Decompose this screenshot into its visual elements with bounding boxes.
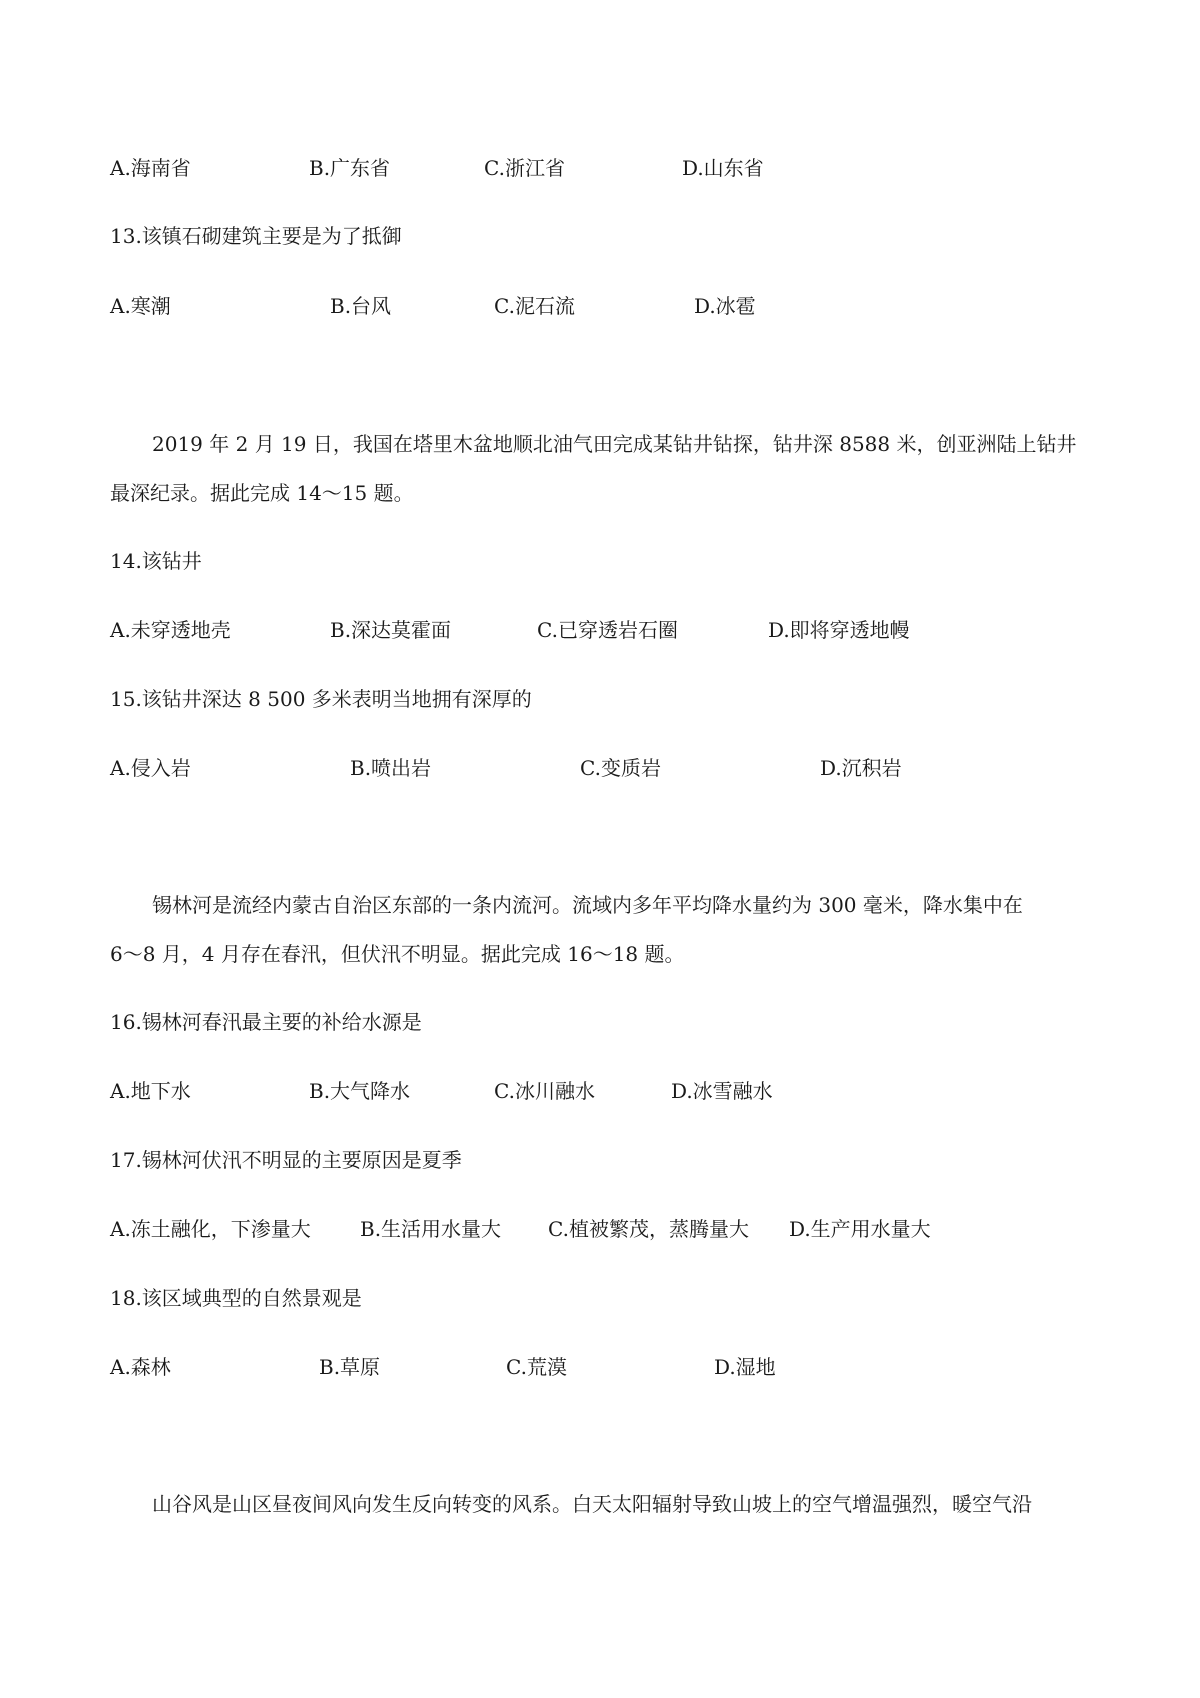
q15-option-c: C.变质岩 xyxy=(580,756,661,780)
passage-3-line-1: 山谷风是山区昼夜间风向发生反向转变的风系。白天太阳辐射导致山坡上的空气增温强烈，暖空气沿 xyxy=(152,1492,1032,1516)
q17-option-b: B.生活用水量大 xyxy=(360,1217,502,1241)
q17-stem: 17.锡林河伏汛不明显的主要原因是夏季 xyxy=(110,1148,462,1172)
passage-2-line-2: 6～8 月，4 月存在春汛，但伏汛不明显。据此完成 16～18 题。 xyxy=(110,942,685,966)
q16-option-c: C.冰川融水 xyxy=(494,1079,595,1103)
q18-stem: 18.该区域典型的自然景观是 xyxy=(110,1286,362,1310)
passage-1-line-1: 2019 年 2 月 19 日，我国在塔里木盆地顺北油气田完成某钻井钻探，钻井深 8588 米，创亚洲陆上钻井 xyxy=(152,432,1077,456)
q16-option-b: B.大气降水 xyxy=(309,1079,411,1103)
q17-option-c: C.植被繁茂，蒸腾量大 xyxy=(548,1217,749,1241)
q13-option-a: A.寒潮 xyxy=(110,294,171,318)
q16-option-d: D.冰雪融水 xyxy=(671,1079,773,1103)
q16-stem: 16.锡林河春汛最主要的补给水源是 xyxy=(110,1010,422,1034)
q13-option-c: C.泥石流 xyxy=(494,294,575,318)
q14-option-b: B.深达莫霍面 xyxy=(330,618,452,642)
passage-2-line-1: 锡林河是流经内蒙古自治区东部的一条内流河。流域内多年平均降水量约为 300 毫米，降水集中在 xyxy=(152,893,1023,917)
q18-option-c: C.荒漠 xyxy=(506,1355,567,1379)
q14-stem: 14.该钻井 xyxy=(110,549,202,573)
q12-option-c: C.浙江省 xyxy=(484,156,565,180)
q15-option-d: D.沉积岩 xyxy=(820,756,902,780)
q17-option-d: D.生产用水量大 xyxy=(789,1217,931,1241)
q16-option-a: A.地下水 xyxy=(110,1079,191,1103)
q15-stem: 15.该钻井深达 8 500 多米表明当地拥有深厚的 xyxy=(110,687,532,711)
q12-option-b: B.广东省 xyxy=(309,156,391,180)
q14-option-d: D.即将穿透地幔 xyxy=(768,618,910,642)
passage-1-line-2: 最深纪录。据此完成 14～15 题。 xyxy=(110,481,414,505)
q15-option-b: B.喷出岩 xyxy=(350,756,432,780)
q13-option-d: D.冰雹 xyxy=(694,294,756,318)
q13-option-b: B.台风 xyxy=(330,294,392,318)
q18-option-d: D.湿地 xyxy=(714,1355,776,1379)
q15-option-a: A.侵入岩 xyxy=(110,756,191,780)
q18-option-b: B.草原 xyxy=(319,1355,381,1379)
q14-option-a: A.未穿透地壳 xyxy=(110,618,231,642)
q18-option-a: A.森林 xyxy=(110,1355,171,1379)
q13-stem: 13.该镇石砌建筑主要是为了抵御 xyxy=(110,224,402,248)
q14-option-c: C.已穿透岩石圈 xyxy=(537,618,678,642)
q12-option-d: D.山东省 xyxy=(682,156,764,180)
q12-option-a: A.海南省 xyxy=(110,156,191,180)
q17-option-a: A.冻土融化，下渗量大 xyxy=(110,1217,311,1241)
